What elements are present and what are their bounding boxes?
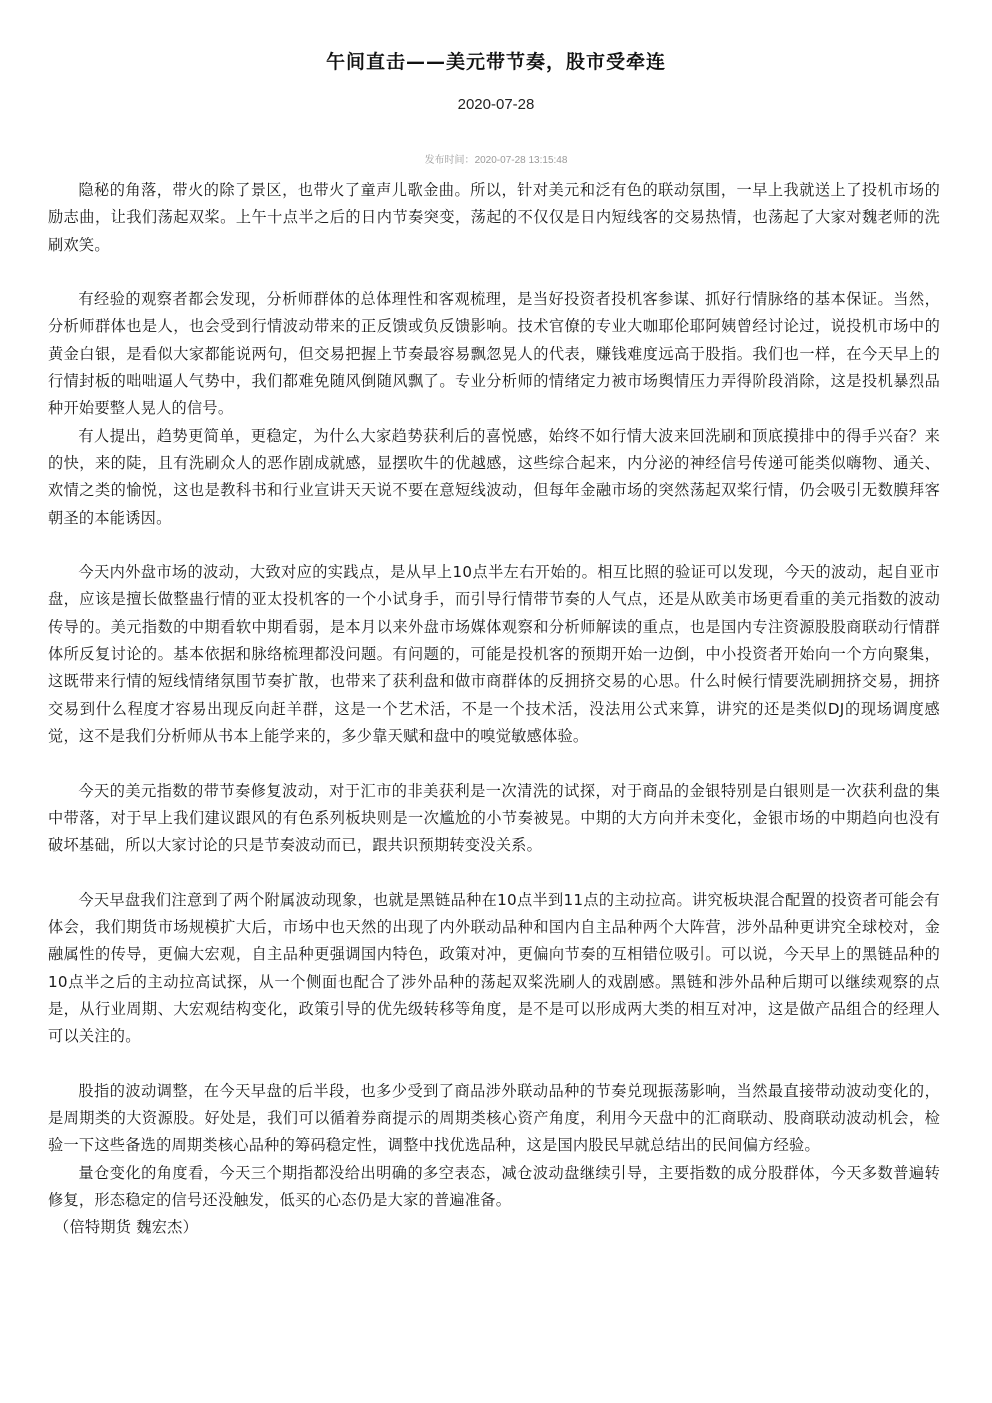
publish-time-label: 发布时间： bbox=[424, 155, 475, 166]
paragraph: 有经验的观察者都会发现，分析师群体的总体理性和客观梳理，是当好投资者投机客参谋、抓好行情脉络的基本保证。当然，分析师群体也是人，也会受到行情波动带来的正反馈或负反馈影响。技术官僚的专业大咖耶伦耶阿姨曾经讨论过，说投机市场中的黄金白银，是看似大家都能说两句，但交易把握上节奏最容易飘忽晃人的代表，赚钱难度远高于股指。我们也一样，在今天早上的行情封板的咄咄逼人气势中，我们都难免随风倒随风飘了。专业分析师的情绪定力被市场舆情压力弄得阶段消除，这是投机暴烈品种开始要整人晃人的信号。 bbox=[48, 290, 940, 418]
paragraph: 隐秘的角落，带火的除了景区，也带火了童声儿歌金曲。所以，针对美元和泛有色的联动氛围，一早上我就送上了投机市场的励志曲，让我们荡起双桨。上午十点半之后的日内节奏突变，荡起的不仅仅是日内短线客的交易热情，也荡起了大家对魏老师的洗刷欢笑。 bbox=[48, 181, 940, 254]
publish-time bbox=[0, 151, 992, 166]
article-date: 2020-07-28 bbox=[457, 96, 535, 113]
article-body bbox=[48, 177, 940, 1242]
paragraph: 有人提出，趋势更简单，更稳定，为什么大家趋势获利后的喜悦感，始终不如行情大波来回洗刷和顶底摸排中的得手兴奋？来的快，来的陡，且有洗刷众人的恶作剧成就感，显摆吹牛的优越感，这些综合起来，内分泌的神经信号传递可能类似嗨物、通关、欢情之类的愉悦，这也是教科书和行业宣讲天天说不要在意短线波动，但每年金融市场的突然荡起双桨行情，仍会吸引无数膜拜客朝圣的本能诱因。 bbox=[48, 426, 940, 527]
paragraph: 股指的波动调整，在今天早盘的后半段，也多少受到了商品涉外联动品种的节奏兑现振荡影响，当然最直接带动波动变化的，是周期类的大资源股。好处是，我们可以循着券商提示的周期类核心资产角度，利用今天盘中的汇商联动、股商联动波动机会，检验一下这些备选的周期类核心品种的筹码稳定性，调整中找优选品种，这是国内股民早就总结出的民间偏方经验。 bbox=[48, 1081, 940, 1155]
paragraph: 今天内外盘市场的波动，大致对应的实践点，是从早上10点半左右开始的。相互比照的验证可以发现，今天的波动，起自亚市盘，应该是擅长做整蛊行情的亚太投机客的一个小试身手，而引导行情带节奏的人气点，还是从欧美市场更看重的美元指数的波动传导的。美元指数的中期看软中期看弱，是本月以来外盘市场媒体观察和分析师解读的重点，也是国内专注资源股股商联动行情群体所反复讨论的。基本依据和脉络梳理都没问题。有问题的，可能是投机客的预期开始一边倒，中小投资者开始向一个方向聚集，这既带来行情的短线情绪氛围节奏扩散，也带来了获利盘和做市商群体的反拥挤交易的心思。什么时候行情要洗刷拥挤交易，拥挤交易到什么程度才容易出现反向赶羊群，这是一个艺术活，不是一个技术活，没法用公式来算，讲究的还是类似DJ的现场调度感觉，这不是我们分析师从书本上能学来的，多少靠天赋和盘中的嗅觉敏感体验。 bbox=[48, 563, 940, 745]
author-signature: （倍特期货 魏宏杰） bbox=[54, 1218, 199, 1237]
paragraph: 今天早盘我们注意到了两个附属波动现象，也就是黑链品种在10点半到11点的主动拉高。讲究板块混合配置的投资者可能会有体会，我们期货市场规模扩大后，市场中也天然的出现了内外联动品种和国内自主品种两个大阵营，涉外品种更讲究全球校对，金融属性的传导，更偏大宏观，自主品种更强调国内特色，政策对冲，更偏向节奏的互相错位吸引。可以说，今天早上的黑链品种的10点半之后的主动拉高试探，从一个侧面也配合了涉外品种的荡起双桨洗刷人的戏剧感。黑链和涉外品种后期可以继续观察的点是，从行业周期、大宏观结构变化，政策引导的优先级转移等角度，是不是可以形成两大类的相互对冲，这是做产品组合的经理人可以关注的。 bbox=[48, 890, 940, 1046]
paragraph: 量仓变化的角度看，今天三个期指都没给出明确的多空表态，减仓波动盘继续引导，主要指数的成分股群体，今天多数普遍转修复，形态稳定的信号还没触发，低买的心态仍是大家的普遍准备。 bbox=[48, 1163, 940, 1209]
publish-time-value: 2020-07-28 13:15:48 bbox=[474, 155, 568, 166]
paragraph: 今天的美元指数的带节奏修复波动，对于汇市的非美获利是一次清洗的试探，对于商品的金银特别是白银则是一次获利盘的集中带落，对于早上我们建议跟风的有色系列板块则是一次尴尬的小节奏被晃。中期的大方向并未变化，金银市场的中期趋向也没有破坏基础，所以大家讨论的只是节奏波动而已，跟共识预期转变没关系。 bbox=[48, 781, 940, 855]
article-title: 午间直击——美元带节奏，股市受牵连 bbox=[325, 51, 666, 73]
